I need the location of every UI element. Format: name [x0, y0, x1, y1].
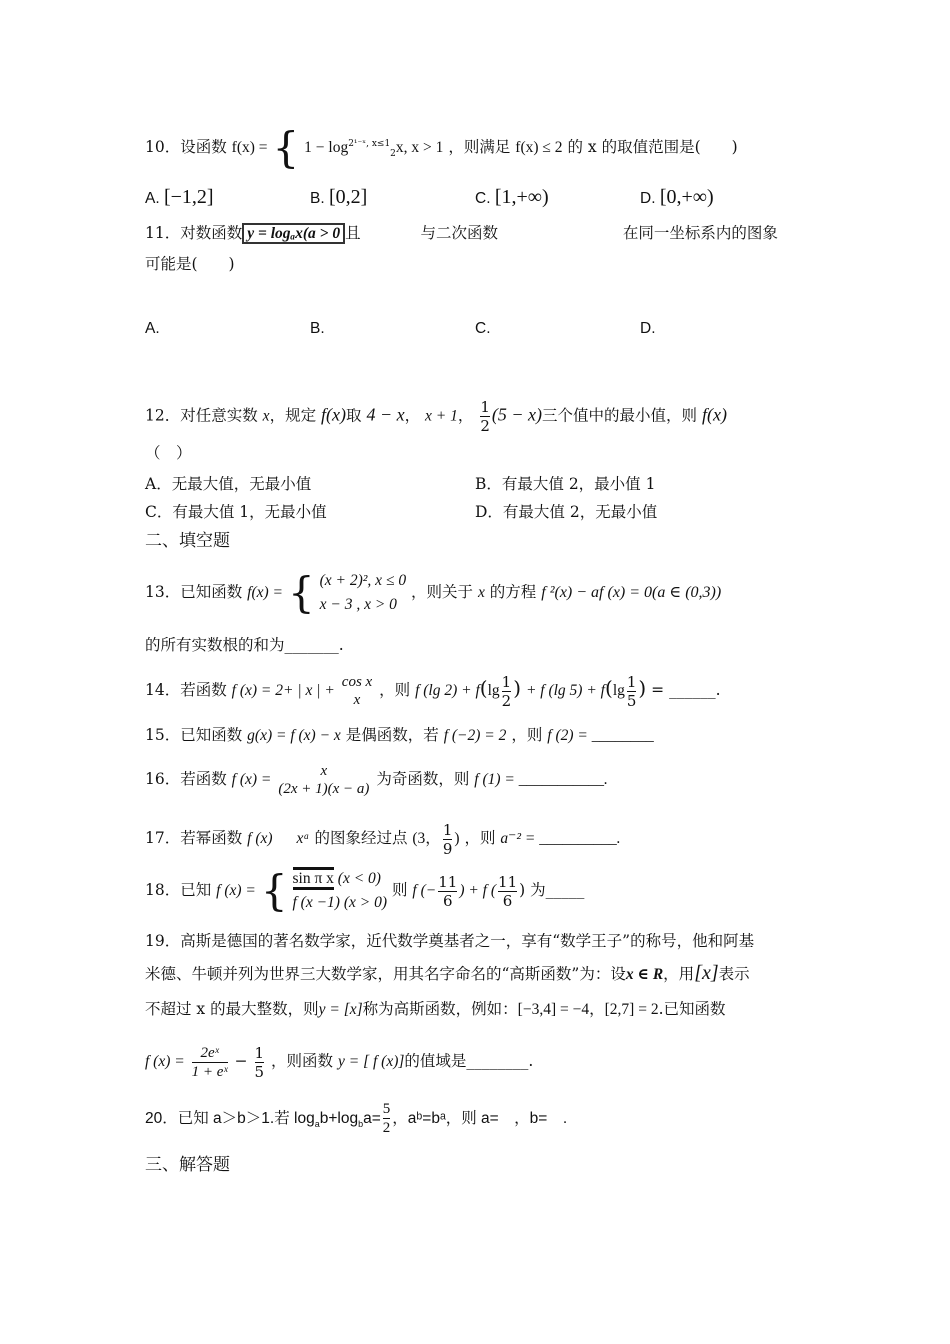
q19-num: 2eˣ [200, 1044, 219, 1061]
q19-line2a: 米德、牛顿并列为世界三大数学家，用其名字命名的“高斯函数”为：设 [145, 965, 626, 983]
q10-option-a-label: A. [145, 190, 160, 207]
q20-d: 2 [382, 1120, 391, 1137]
q19-bracket-x: [x] [694, 962, 719, 984]
q10-option-b [310, 186, 367, 209]
q12-option-a: A．无最大值，无最小值 [145, 475, 312, 493]
q18-e1: f (− [412, 882, 437, 899]
q12-rule: ，规定 [269, 406, 317, 425]
q18-frac1 [438, 873, 457, 910]
q12-option-c: C．有最大值 1，无最小值 [145, 503, 327, 521]
q12-option-d: D．有最大值 2，无最小值 [475, 503, 658, 521]
q13-tail2: 的方程 [489, 583, 537, 601]
q12-tail: 三个值中的最小值，则 [542, 406, 698, 425]
q11-option-d: D. [640, 320, 656, 337]
q12-half-den: 2 [480, 417, 490, 435]
q15-tail: ，则 [511, 726, 543, 744]
question-20 [145, 1096, 567, 1147]
q12-sep1: ， [404, 406, 421, 425]
q11-tail: 在同一坐标系内的图象 [622, 224, 778, 242]
q16-answer: f (1) = ___________. [474, 771, 608, 788]
question-18 [145, 864, 584, 917]
question-15 [145, 724, 654, 747]
q19-minus: − [234, 1052, 248, 1070]
q12-expr3: (5 − x) [491, 404, 543, 425]
q14-stem: 14．若函数 [145, 681, 227, 699]
q10-stem: 10．设函数 [145, 138, 227, 156]
q12-paren: （ ） [145, 444, 192, 462]
question-16 [145, 756, 608, 803]
q14-n1: 1 [501, 672, 512, 691]
q11-mid: 与二次函数 [420, 224, 499, 242]
q19-d2: 5 [254, 1062, 265, 1081]
q14-frac-den: x [353, 692, 361, 708]
q17-n: 1 [442, 820, 453, 839]
q15-condition: f (−2) = 2 [443, 727, 507, 744]
q14-end: = ______. [651, 681, 721, 699]
q13-tail1: ，则关于 [411, 583, 474, 601]
q20-mid: b+log [319, 1110, 359, 1127]
q13-fx: f(x) = [247, 584, 284, 601]
q15-g: g(x) = f (x) − x [247, 727, 341, 744]
q18-fx: f (x) = [216, 882, 256, 899]
q20-sub-a: a [314, 1119, 320, 1130]
q13-equation: f ²(x) − af (x) = 0(a ∈ (0,3)) [541, 584, 722, 601]
q19-tail: ，则函数 [271, 1052, 334, 1070]
q20-sub-b: b [358, 1119, 364, 1130]
question-13 [145, 568, 721, 617]
q17-frac [443, 821, 453, 858]
section-fill-in-heading: 二、填空题 [145, 531, 230, 551]
q17-fx: f (x) [247, 830, 273, 847]
q12-take: 取 [346, 406, 362, 425]
q19-line3: 不超过 x 的最大整数，则y = [x]称为高斯函数，例如：[−3,4] = −4，[2,7] = 2.已知函数 [145, 1000, 726, 1018]
q14-lg1: lg [487, 682, 500, 699]
q10-option-c-value: [1,+∞) [494, 186, 549, 208]
q13-cases [320, 569, 406, 617]
q20-frac [383, 1100, 391, 1137]
q12-half-num: 1 [480, 398, 490, 416]
q19-line1: 19．高斯是德国的著名数学家，近代数学奠基者之一，享有“数学王子”的称号，他和阿基 [145, 932, 755, 950]
q10-option-d-label: D. [640, 190, 656, 207]
q19-x-in-r: x ∈ R [625, 966, 664, 983]
q17-point-open: (3， [412, 830, 441, 847]
q10-tail1: ，则满足 [448, 138, 511, 156]
q14-frac1 [502, 673, 512, 710]
q15-stem: 15．已知函数 [145, 726, 243, 744]
q10-option-a-value: [−1,2] [163, 186, 214, 208]
q19-line3a: 不超过 x 的最大整数，则 [145, 1000, 319, 1018]
q17-answer: a⁻² = __________. [500, 830, 621, 847]
q19-line2 [145, 962, 750, 986]
question-12 [145, 398, 727, 435]
q14-d2: 5 [626, 691, 637, 710]
q17-d: 9 [442, 839, 453, 858]
q19-line2c: 表示 [718, 965, 750, 983]
q19-line3b: 称为高斯函数，例如： [362, 1000, 518, 1018]
q10-condition: f(x) ≤ 2 [515, 139, 563, 156]
question-11 [145, 222, 778, 245]
q10-case1-sup: 2¹⁻ˣ, x≤1 [348, 138, 391, 149]
q14-frac [342, 673, 372, 709]
q16-stem: 16．若函数 [145, 770, 227, 788]
q14-tail: ，则 [379, 681, 411, 699]
q10-option-b-label: B. [310, 190, 325, 207]
q14-fx: f (x) = 2+ | x | + [231, 682, 335, 699]
q18-n2: 11 [498, 872, 518, 891]
q14-e1: f (lg 2) + f [415, 682, 480, 699]
q20-stem: 20．已知 a＞b＞1.若 log [145, 1110, 315, 1127]
q18-case1-cond: (x < 0) [337, 870, 381, 887]
q13-brace: { [287, 568, 315, 617]
question-14: 14．若函数 f (x) = 2+ | x | + cos x x ，则 f (lg 2) + f(lg $\frac{1}{2}$ ) + f (lg 5) + f(lg $\frac{1}{5}$ ) = ______. [145, 672, 721, 710]
q10-option-c [475, 186, 549, 209]
q18-case1-sin: sin π x [293, 867, 334, 890]
q13-stem: 13．已知函数 [145, 583, 243, 601]
q12-sep2: ， [457, 406, 474, 425]
q13-case2: x − 3 , x > 0 [319, 596, 397, 613]
q11-option-c: C. [475, 320, 491, 337]
q18-then: 则 [391, 881, 408, 899]
q19-y-equals-bracket: y = [x] [318, 1001, 363, 1018]
q18-case1 [293, 867, 388, 891]
q10-case1-rest: x, x > 1 [395, 139, 444, 156]
q12-stem: 12．对任意实数 [145, 406, 258, 425]
q19-frac2 [255, 1044, 265, 1081]
q19-fx: f (x) = [145, 1053, 185, 1070]
q10-func-label: f(x) = [231, 139, 268, 156]
q19-line4 [145, 1036, 533, 1087]
q12-half [480, 398, 490, 435]
q12-x: x [262, 407, 270, 425]
q12-expr2: x + 1 [425, 407, 458, 425]
q17-xa: xᵃ [296, 830, 310, 847]
q16-num: x [320, 763, 328, 779]
q18-brace: { [260, 866, 288, 915]
q19-example2: [2,7] = 2 [604, 1001, 659, 1018]
q11-stem: 11．对数函数 [145, 224, 243, 242]
q19-den: 1 + eˣ [191, 1063, 228, 1080]
q13-x: x [477, 584, 485, 601]
q12-expr1: 4 − x [366, 404, 405, 425]
q20-tail: ，aᵇ=bᵃ，则 a= ，b= . [392, 1110, 568, 1127]
q13-case1: (x + 2)², x ≤ 0 [319, 572, 407, 589]
q19-y-gauss-f: y = [ f (x)] [337, 1053, 405, 1070]
q19-end: 的值域是________. [404, 1052, 534, 1070]
q15-answer: f (2) = ________ [547, 727, 654, 744]
question-17 [145, 818, 621, 859]
q16-fx: f (x) = [231, 771, 272, 788]
q14-d1: 2 [501, 691, 512, 710]
q10-case1-sub: 2 [390, 149, 396, 160]
q19-example1: [−3,4] = −4 [517, 1001, 590, 1018]
q14-lg2: lg [612, 682, 625, 699]
q11-line2: 可能是( ) [145, 255, 235, 273]
q10-option-b-value: [0,2] [328, 186, 368, 208]
q19-line3c: .已知函数 [658, 1000, 726, 1018]
question-10 [145, 123, 738, 172]
q17-point-close: ) [454, 830, 460, 847]
q19-frac1 [192, 1044, 228, 1081]
q20-n: 5 [382, 1101, 391, 1118]
q18-d2: 6 [498, 891, 517, 910]
q18-stem: 18．已知 [145, 881, 212, 899]
q11-option-b: B. [310, 320, 325, 337]
q10-option-a [145, 186, 214, 209]
q18-cases [293, 867, 388, 915]
q12-option-b: B．有最大值 2，最小值 1 [475, 475, 656, 493]
q13-line2: 的所有实数根的和为_______. [145, 636, 344, 654]
q17-tail: ，则 [464, 829, 496, 847]
q17-stem: 17．若幂函数 [145, 829, 243, 847]
q12-fx: f(x) [321, 404, 346, 425]
q11-option-a: A. [145, 320, 160, 337]
q18-d1: 6 [438, 891, 457, 910]
q16-mid: 为奇函数，则 [376, 770, 470, 788]
q10-brace: { [272, 123, 300, 172]
q14-n2: 1 [626, 672, 637, 691]
section-solutions-heading: 三、解答题 [145, 1155, 230, 1175]
q10-option-c-label: C. [475, 190, 491, 207]
q17-mid: 的图象经过点 [314, 829, 408, 847]
q18-e2: ) + f ( [459, 882, 497, 899]
q18-end: ) 为_____ [519, 881, 585, 899]
q10-option-d-value: [0,+∞) [659, 186, 714, 208]
q10-tail2: 的 x 的取值范围是( ) [567, 138, 738, 156]
q12-fx2: f(x) [701, 404, 727, 425]
q19-n2: 1 [254, 1043, 265, 1062]
q18-case2: f (x −1) (x > 0) [292, 894, 388, 911]
q10-case1: 1 − log [304, 139, 349, 156]
q16-den: (2x + 1)(x − a) [278, 781, 370, 797]
q11-boxed-formula: y = logₐx(a > 0 [242, 223, 345, 244]
q16-frac [278, 762, 369, 798]
q20-mid2: a= [363, 1110, 381, 1127]
q14-frac2 [627, 673, 637, 710]
q18-frac2 [498, 873, 517, 910]
q15-mid: 是偶函数，若 [345, 726, 439, 744]
q14-e2: + f (lg 5) + f [525, 682, 605, 699]
q19-line2b: ，用 [663, 965, 695, 983]
q10-option-d [640, 186, 714, 209]
q11-and: 且 [345, 224, 361, 242]
q14-frac-num: cos x [341, 674, 373, 690]
q18-n1: 11 [438, 872, 458, 891]
